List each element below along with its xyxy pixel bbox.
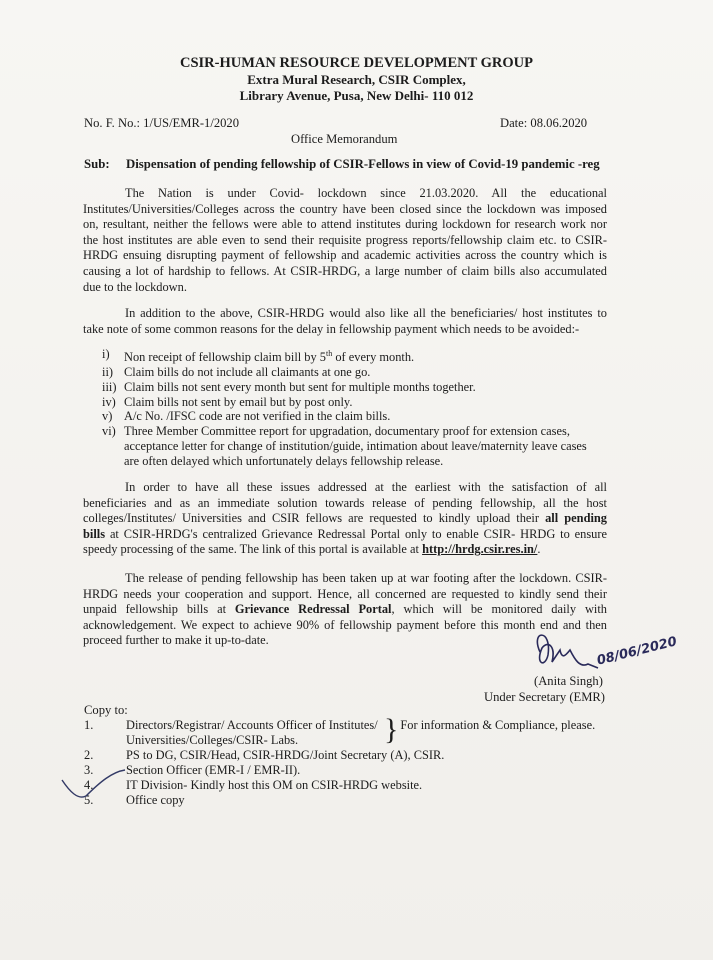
para4-line <box>83 602 607 618</box>
paragraph-1 <box>83 186 607 295</box>
copy-to-list <box>84 713 596 808</box>
list-item-number: v) <box>102 409 113 424</box>
para1-line: causing a lot of hardship to fellows. At CSIR-HRDG, a large number of claim bills also accumulated <box>83 263 607 278</box>
emphasis-grievance-portal: Grievance Redressal Portal <box>234 602 392 617</box>
para1-line: HRDG ensuing disrupting payment of fellowship and academic activities across the country which is <box>83 248 607 263</box>
list-item-text: A/c No. /IFSC code are not verified in the claim bills. <box>124 409 391 424</box>
list-item-note: For information & Compliance, please. <box>400 718 596 732</box>
subject-text: Dispensation of pending fellowship of CSIR-Fellows in view of Covid-19 pandemic -reg <box>126 157 600 171</box>
para4-line: The release of pending fellowship has been taken up at war footing after the lockdown. CSIR- <box>125 571 607 585</box>
list-item <box>84 748 595 763</box>
memo-date: Date: 08.06.2020 <box>500 116 588 130</box>
list-item-line: acceptance letter for change of institution/guide, intimation about leave/maternity leave cases <box>124 438 587 453</box>
paragraph-3 <box>83 480 607 558</box>
list-item <box>84 713 596 748</box>
list-item-line: Directors/Registrar/ Accounts Officer of Institutes/ <box>126 718 378 732</box>
list-item-text: Non receipt of fellowship claim bill by 5th of every month. <box>124 349 415 365</box>
list-item-number: 4. <box>84 778 94 792</box>
para1-line: on, resultant, neither the fellows were able to attend institutes during lockdown for research work nor <box>83 217 607 232</box>
org-name: CSIR-HUMAN RESOURCE DEVELOPMENT GROUP <box>180 55 533 71</box>
list-item-number: 5. <box>84 793 94 807</box>
list-item-text <box>126 718 384 748</box>
para3-line: In order to have all these issues addressed at the earliest with the satisfaction of all <box>125 480 607 494</box>
para2-line: In addition to the above, CSIR-HRDG would also like all the beneficiaries/ host institutes to <box>125 306 607 320</box>
portal-link[interactable]: http://hrdg.csir.res.in/ <box>422 542 538 557</box>
list-item <box>102 395 587 410</box>
para3-line <box>83 511 607 527</box>
list-item-line: are often delayed which unfortunately delays fellowship release. <box>124 453 444 468</box>
para1-line: the host institutes are able even to send their requisite progress reports/fellowship claim etc. to CSIR- <box>83 232 607 247</box>
list-item-text: Claim bills do not include all claimants at one go. <box>124 364 371 379</box>
paragraph-2 <box>83 306 607 337</box>
paragraph-4 <box>83 571 607 649</box>
list-item <box>84 778 595 793</box>
emphasis-all-pending: all pending <box>545 511 607 526</box>
reasons-list <box>102 347 587 469</box>
list-item-number: i) <box>102 347 110 361</box>
list-item-text: Claim bills not sent every month but sent for multiple months together. <box>124 379 476 394</box>
list-item-text: IT Division- Kindly host this OM on CSIR-HRDG website. <box>126 778 423 792</box>
list-item <box>84 793 595 808</box>
brace: } <box>384 713 399 746</box>
doc-type: Office Memorandum <box>291 132 398 146</box>
para3-line <box>83 542 607 558</box>
para3-line <box>83 527 607 543</box>
list-item-text: Office copy <box>126 793 185 807</box>
org-division: Extra Mural Research, CSIR Complex, <box>247 72 466 87</box>
para3-text: speedy processing of the same. The link of this portal is available at <box>83 542 419 557</box>
org-address: Library Avenue, Pusa, New Delhi- 110 012 <box>239 88 474 103</box>
para3-text: at CSIR-HRDG's centralized Grievance Redressal Portal only to enable CSIR- HRDG to ensure <box>109 526 607 541</box>
para2-line: take note of some common reasons for the delay in fellowship payment which needs to be avoided:- <box>83 321 580 336</box>
para3-text: colleges/Institutes/ Universities and CSIR fellows are requested to kindly upload their <box>83 511 539 526</box>
signatory-name: (Anita Singh) <box>534 674 603 688</box>
handwritten-date: 08/06/2020 <box>595 634 679 669</box>
list-item <box>102 380 587 395</box>
list-item-number: ii) <box>102 364 114 379</box>
para4-line: acknowledgement. We expect to achieve 90% of fellowship payment before this month end and then <box>83 617 607 632</box>
list-item-line: Three Member Committee report for upgradation, documentary proof for extension cases, <box>124 424 570 439</box>
list-item <box>102 347 587 365</box>
list-item <box>102 409 587 424</box>
list-item-number: 1. <box>84 718 94 732</box>
para3-text: . <box>537 542 541 557</box>
list-item <box>102 424 587 468</box>
list-item <box>84 763 595 778</box>
emphasis-bills: bills <box>83 526 106 541</box>
para1-line: due to the lockdown. <box>83 279 187 294</box>
list-item-text: Claim bills not sent by email but by post only. <box>124 394 353 409</box>
copy-to-label: Copy to: <box>84 703 128 717</box>
list-item-number: 2. <box>84 748 94 762</box>
list-item-number: 3. <box>84 763 94 777</box>
list-item-number: iii) <box>102 379 117 394</box>
para4-text: unpaid fellowship bills at <box>83 602 227 617</box>
list-item-text <box>124 424 587 468</box>
para1-line: Institutes/Universities/Colleges across the country have been closed since the lockdown was imposed <box>83 201 607 216</box>
list-item-text: PS to DG, CSIR/Head, CSIR-HRDG/Joint Secretary (A), CSIR. <box>126 748 445 762</box>
list-item-number: vi) <box>102 424 116 439</box>
list-item <box>102 365 587 380</box>
para4-line: proceed further to make it up-to-date. <box>83 633 269 648</box>
para1-line: The Nation is under Covid- lockdown since 21.03.2020. All the educational <box>125 186 607 200</box>
para4-text: , which will be monitored daily with <box>391 602 607 617</box>
signatory-designation: Under Secretary (EMR) <box>484 690 605 704</box>
subject-label: Sub: <box>84 157 110 171</box>
para3-line: beneficiaries and as an immediate solution towards release of pending fellowship, all the host <box>83 495 607 510</box>
list-item-line: Universities/Colleges/CSIR- Labs. <box>126 733 299 747</box>
list-item-text: Section Officer (EMR-I / EMR-II). <box>126 763 301 777</box>
file-number: No. F. No.: 1/US/EMR-1/2020 <box>84 116 240 130</box>
para4-line: HRDG needs your cooperation and support. Hence, all concerned are requested to kindly send their <box>83 586 607 601</box>
list-item-number: iv) <box>102 394 116 409</box>
